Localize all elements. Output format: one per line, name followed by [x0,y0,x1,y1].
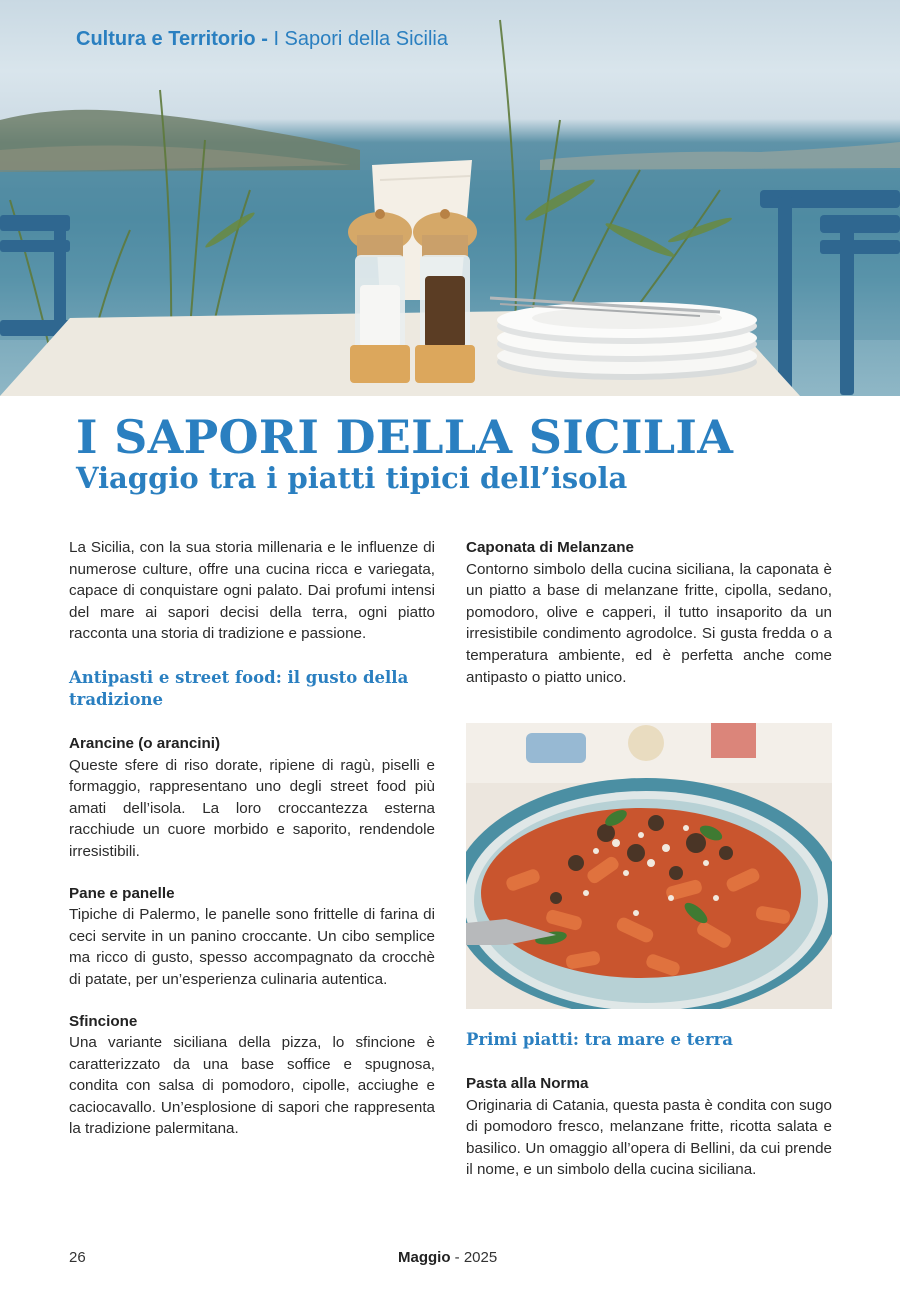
section-kicker [76,28,448,51]
dish-title-sfincione: Sfincione [69,1012,138,1030]
issue-separator: - [450,1249,464,1266]
section-title-antipasti: Antipasti e street food: il gusto della tradizione [69,667,409,709]
left-column [69,537,435,1140]
right-column-bottom [466,1029,832,1181]
dish-text-sfincione: Una variante siciliana della pizza, lo sfincione è caratterizzato da una base soffice e spugnosa, condita con salsa di pomodoro, cipolle, acciughe e caciocavallo. Un’esplosione di sapori che rappresenta la tradizione palermitana. [69,1034,435,1138]
dish-text-panelle: Tipiche di Palermo, le panelle sono frittelle di farina di ceci servite in un panino croccante. Un cibo semplice ma ricco di gusto, spesso accompagnato da crocchè di patate, per un’esperienza culinaria autentica. [69,906,435,988]
pasta-photo [466,723,832,1009]
dish-title-caponata: Caponata di Melanzane [466,539,634,556]
issue-date [398,1249,497,1266]
section-name: Cultura e Territorio - [76,28,268,50]
right-column-top [466,537,832,688]
dish-text-caponata: Contorno simbolo della cucina siciliana, la caponata è un piatto a base di melanzane fritte, cipolla, sedano, pomodoro, olive e capperi, il tutto insaporito da un irresistibile condimento agrodolce. Si gusta fredda o a temperatura ambiente, ed è perfetta anche come antipasto o piatto unico. [466,560,832,686]
pasta-alla-norma-illustration [466,723,832,1009]
intro-paragraph: La Sicilia, con la sua storia millenaria e le influenze di numerose culture, offre una cucina ricca e variegata, capace di conquistare ogni palato. Dai profumi intensi del mare ai sapori decisi della terra, ogni piatto racconta una storia di tradizione e passione. [69,539,435,643]
dish-title-arancine: Arancine (o arancini) [69,734,221,752]
hero-photo [0,0,900,396]
issue-year: 2025 [463,1249,498,1266]
dish-title-panelle: Pane e panelle [69,884,175,902]
section-title-primi: Primi piatti: tra mare e terra [466,1030,733,1049]
issue-month: Maggio [398,1249,451,1266]
dish-text-arancine: Queste sfere di riso dorate, ripiene di ragù, piselli e formaggio, rappresentano uno degli street food più amati dell’isola. La loro croccantezza esterna racchiude un cuore morbido e saporito, rendendole irresistibili. [69,756,435,860]
page-number: 26 [69,1249,86,1266]
seaside-table-illustration [0,0,900,396]
article-title: I SAPORI DELLA SICILIA [76,410,734,464]
dish-text-norma: Originaria di Catania, questa pasta è condita con sugo di pomodoro fresco, melanzane fritte, ricotta salata e basilico. Un omaggio all’opera di Bellini, da cui prende il nome, e un simbolo della cucina siciliana. [466,1096,832,1179]
article-subtitle: Viaggio tra i piatti tipici dell’isola [76,461,628,495]
section-topic: I Sapori della Sicilia [273,28,448,50]
dish-title-norma: Pasta alla Norma [466,1075,589,1092]
